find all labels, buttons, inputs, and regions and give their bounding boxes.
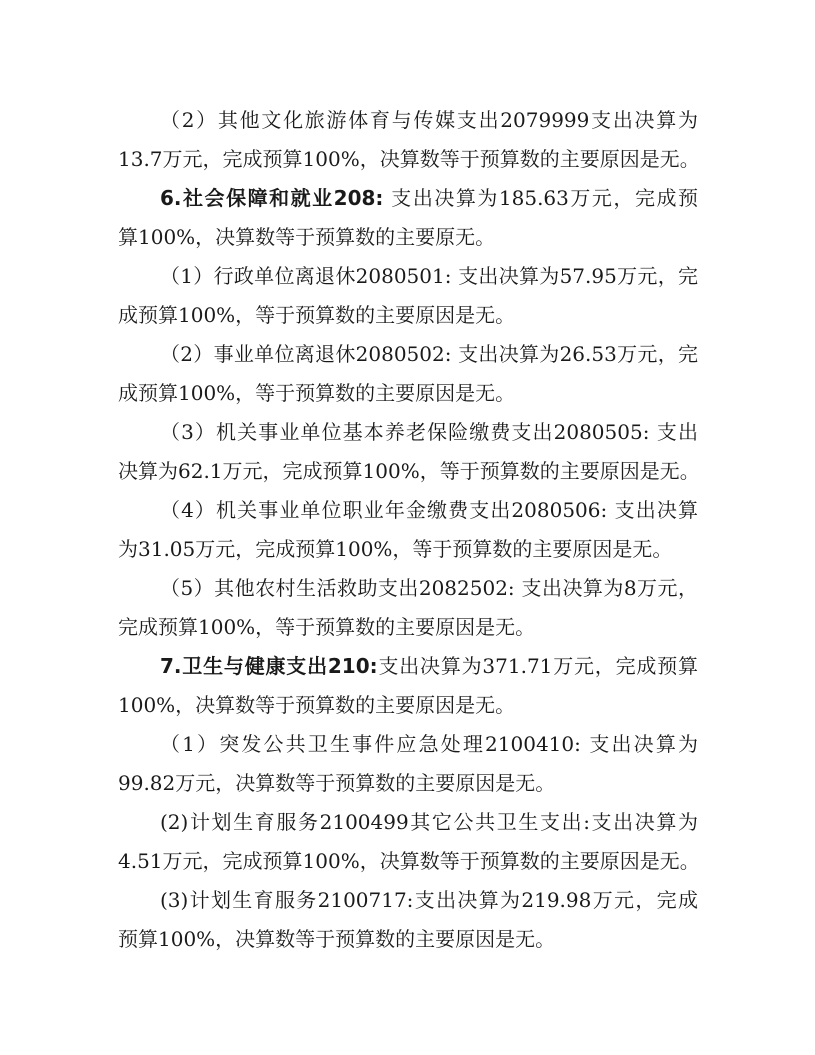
paragraph-line: (2)计划生育服务2100499其它公共卫生支出:支出决算为 bbox=[160, 810, 698, 834]
section-heading: 7.卫生与健康支出210: bbox=[160, 654, 378, 678]
paragraph-line: （3）机关事业单位基本养老保险缴费支出2080505: 支出 bbox=[160, 420, 698, 444]
paragraph-line: 决算为62.1万元，完成预算100%，等于预算数的主要原因是无。 bbox=[118, 459, 700, 483]
paragraph-line: 99.82万元，决算数等于预算数的主要原因是无。 bbox=[118, 771, 556, 795]
paragraph-line: 100%，决算数等于预算数的主要原因是无。 bbox=[118, 693, 516, 717]
paragraph-line: （4）机关事业单位职业年金缴费支出2080506: 支出决算 bbox=[160, 498, 698, 522]
paragraph-line: 完成预算100%，等于预算数的主要原因是无。 bbox=[118, 615, 536, 639]
paragraph-line: （1）突发公共卫生事件应急处理2100410: 支出决算为 bbox=[160, 732, 698, 756]
paragraph-line: （5）其他农村生活救助支出2082502: 支出决算为8万元， bbox=[160, 576, 698, 600]
paragraph-line: 4.51万元，完成预算100%，决算数等于预算数的主要原因是无。 bbox=[118, 849, 700, 873]
section-heading-line bbox=[160, 653, 698, 679]
paragraph-line: 预算100%，决算数等于预算数的主要原因是无。 bbox=[118, 927, 556, 951]
paragraph-line: 为31.05万元，完成预算100%，等于预算数的主要原因是无。 bbox=[118, 537, 673, 561]
section-heading-text: 支出决算为185.63万元，完成预 bbox=[383, 186, 698, 210]
paragraph-line: 13.7万元，完成预算100%，决算数等于预算数的主要原因是无。 bbox=[118, 147, 700, 171]
paragraph-line: 成预算100%，等于预算数的主要原因是无。 bbox=[118, 381, 516, 405]
paragraph-line: 成预算100%，等于预算数的主要原因是无。 bbox=[118, 303, 516, 327]
section-heading: 6.社会保障和就业208: bbox=[160, 186, 384, 210]
paragraph-line: （2）事业单位离退休2080502: 支出决算为26.53万元，完 bbox=[160, 342, 698, 366]
paragraph-line: （1）行政单位离退休2080501: 支出决算为57.95万元，完 bbox=[160, 264, 698, 288]
paragraph-line: 算100%，决算数等于预算数的主要原无。 bbox=[118, 225, 496, 249]
paragraph-line: （2）其他文化旅游体育与传媒支出2079999支出决算为 bbox=[160, 108, 698, 132]
section-heading-line bbox=[160, 185, 698, 211]
section-heading-text: 支出决算为371.71万元，完成预算 bbox=[377, 654, 698, 678]
paragraph-line: (3)计划生育服务2100717:支出决算为219.98万元，完成 bbox=[160, 888, 698, 912]
